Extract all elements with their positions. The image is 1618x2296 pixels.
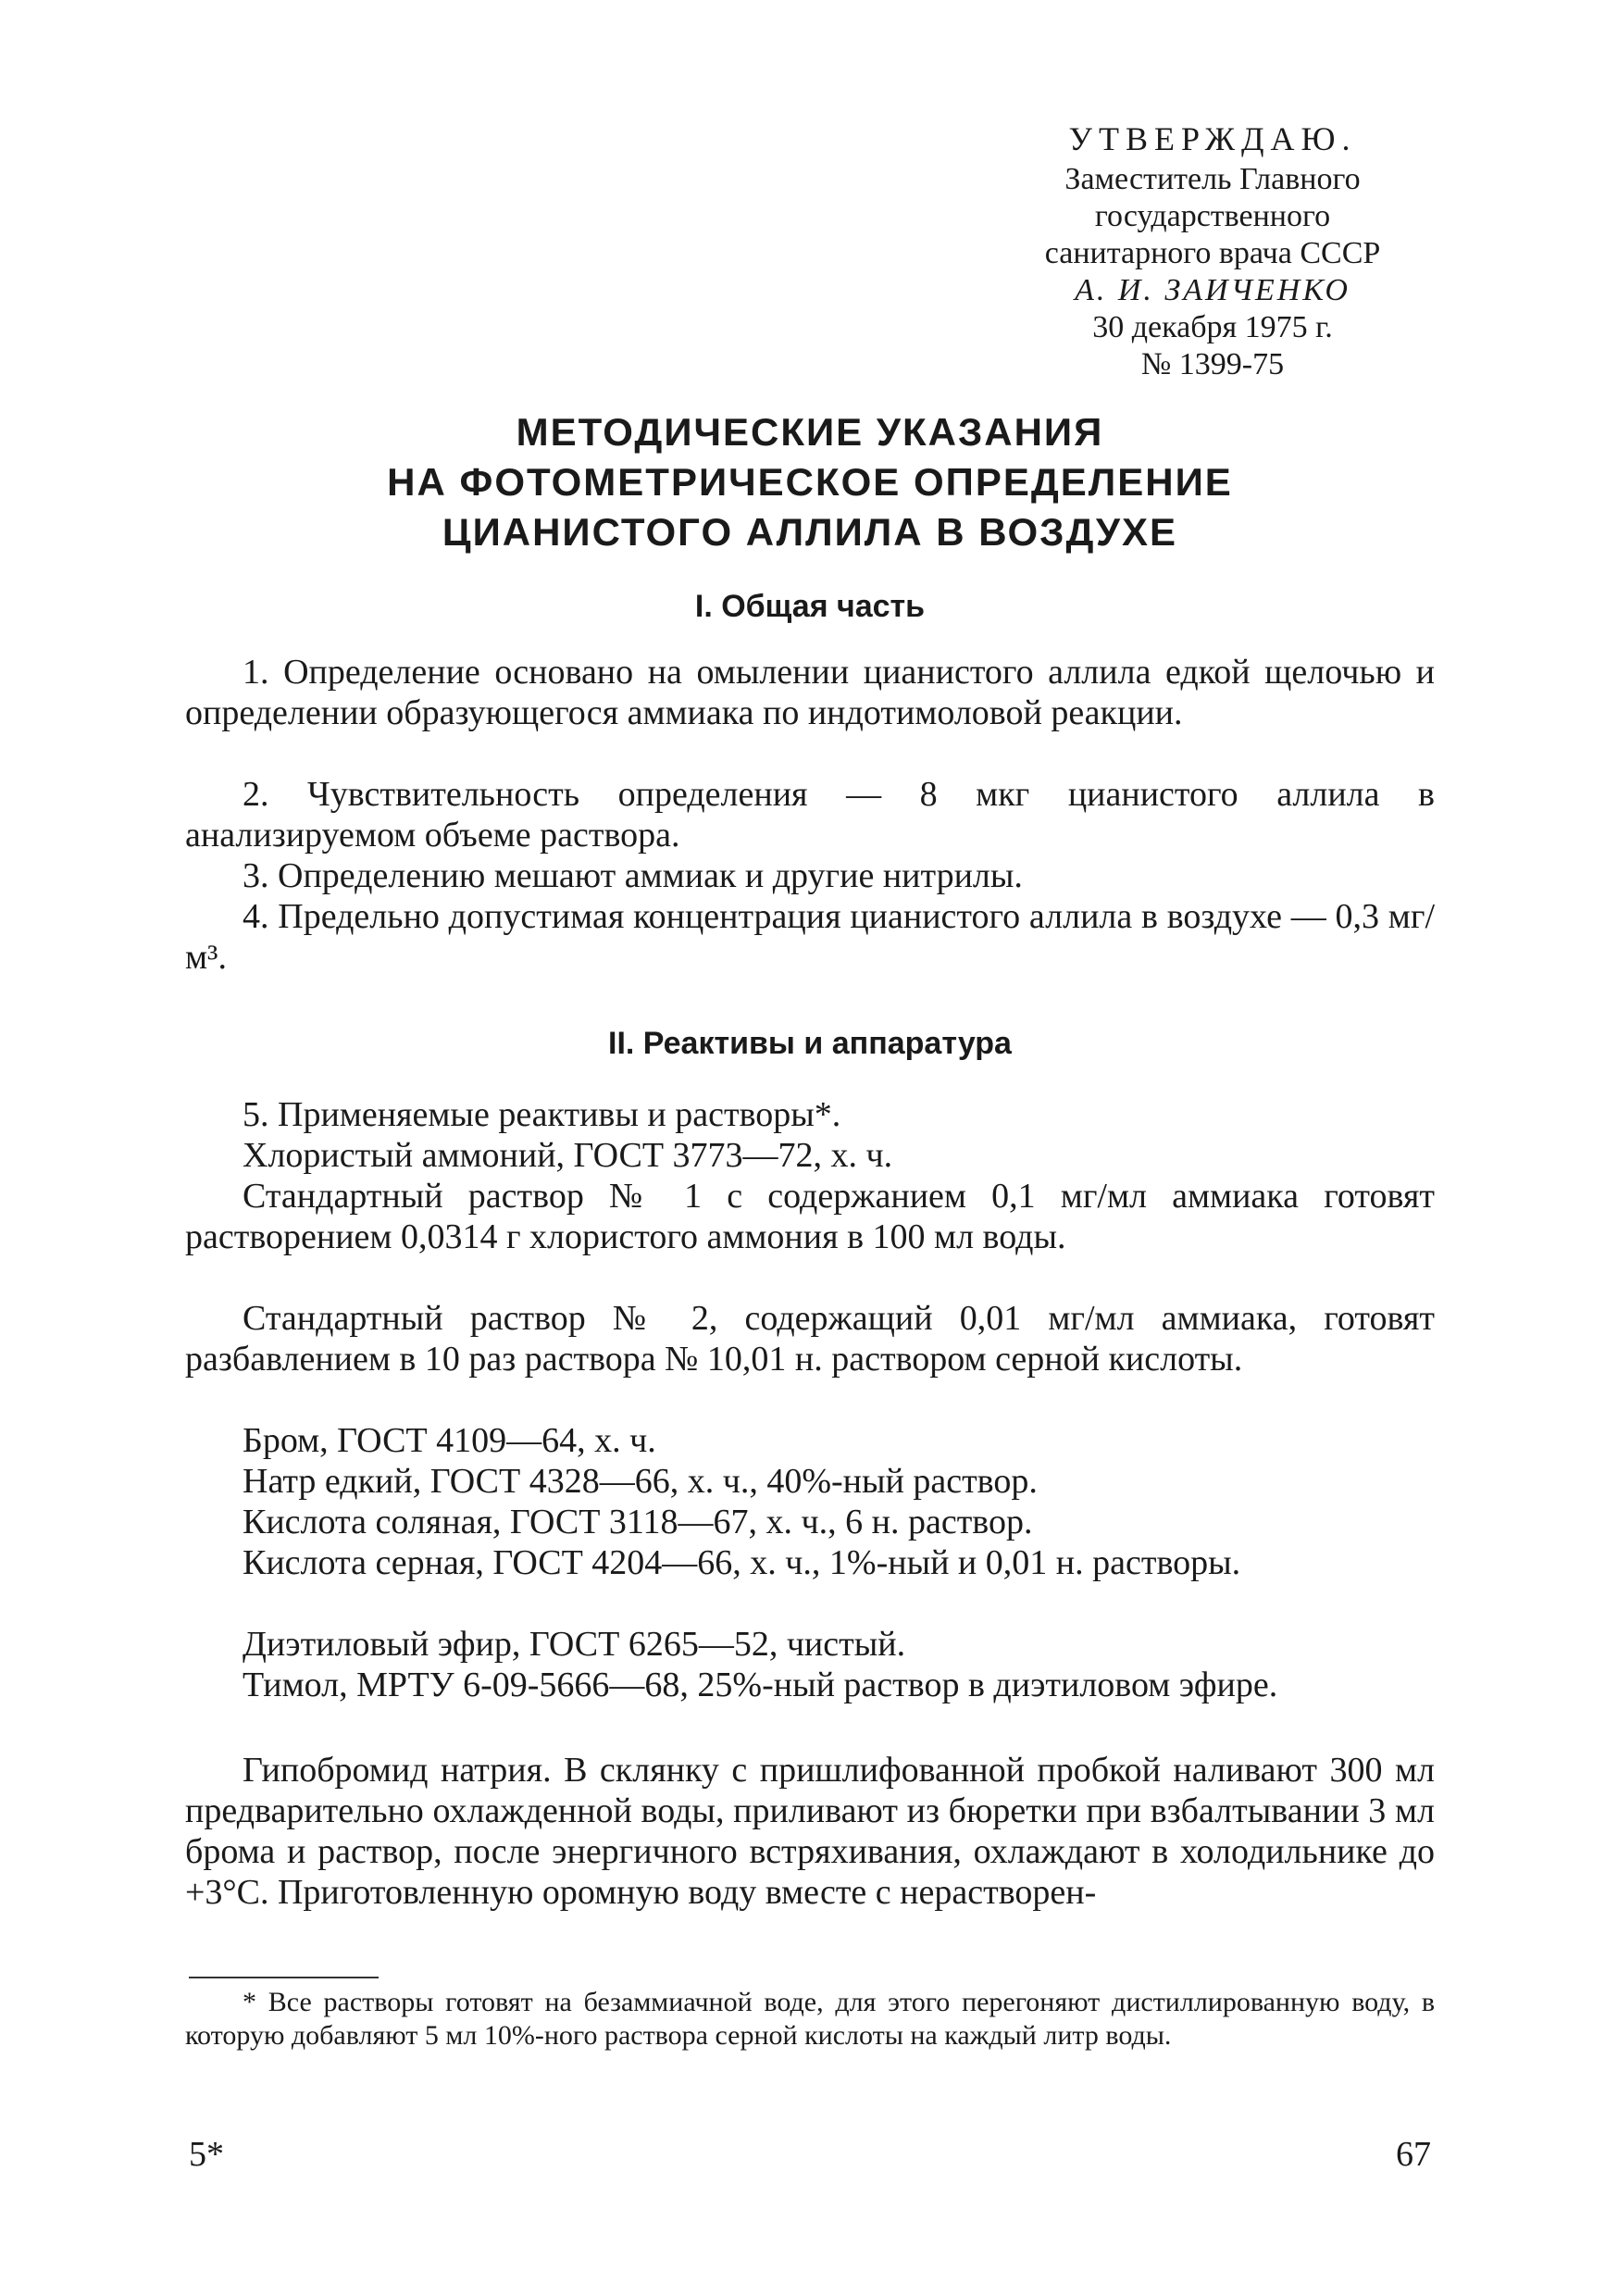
approval-position-line2: государственного bbox=[1094, 199, 1331, 233]
footnote-divider bbox=[189, 1977, 379, 1978]
reagent-sulfuric-acid: Кислота серная, ГОСТ 4204—66, х. ч., 1%-ный и 0,01 н. растворы. bbox=[243, 1543, 1241, 1582]
reagent-ammonium-chloride: Хлористый аммоний, ГОСТ 3773—72, х. ч. bbox=[243, 1136, 893, 1175]
reagent-sodium-hydroxide: Натр едкий, ГОСТ 4328—66, х. ч., 40%-ный раствор. bbox=[243, 1462, 1038, 1501]
reagent-thymol: Тимол, МРТУ 6-09-5666—68, 25%-ный раствор в диэтиловом эфире. bbox=[243, 1666, 1278, 1704]
approval-position-line3: санитарного врача СССР bbox=[1044, 236, 1381, 270]
reagent-diethyl-ether: Диэтиловый эфир, ГОСТ 6265—52, чистый. bbox=[243, 1625, 906, 1664]
reagent-bromine: Бром, ГОСТ 4109—64, х. ч. bbox=[243, 1421, 656, 1460]
approval-block bbox=[963, 120, 1462, 383]
paragraph-2: 2. Чувствительность определения — 8 мкг цианистого аллила в анализируемом объеме раствора. bbox=[185, 775, 1435, 855]
signature-mark: 5* bbox=[189, 2135, 224, 2174]
approval-name: А. И. ЗАИЧЕНКО bbox=[1075, 273, 1350, 307]
approval-position-line1: Заместитель Главного bbox=[1064, 162, 1361, 196]
title-line-2: НА ФОТОМЕТРИЧЕСКОЕ ОПРЕДЕЛЕНИЕ bbox=[387, 460, 1233, 504]
standard-solution-2: Стандартный раствор № 2, содержащий 0,01 мг/мл аммиака, готовят разбавлением в 10 раз раствора № 10,01 н. раствором серной кислоты. bbox=[185, 1299, 1435, 1379]
paragraph-4: 4. Предельно допустимая концентрация цианистого аллила в воздухе — 0,3 мг/м³. bbox=[185, 897, 1435, 977]
footnote: * Все растворы готовят на безаммиачной воде, для этого перегоняют дистиллированную воду, в которую добавляют 5 мл 10%-ного раствора серной кислоты на каждый литр воды. bbox=[185, 1987, 1435, 2051]
reagent-hydrochloric-acid: Кислота соляная, ГОСТ 3118—67, х. ч., 6 н. раствор. bbox=[243, 1503, 1033, 1541]
sodium-hypobromide-paragraph: Гипобромид натрия. В склянку с пришлифованной пробкой наливают 300 мл предварительно охлажденной воды, приливают из бюретки при взбалтывании 3 мл брома и раствор, после энергичного встряхивания, охлаждают в холодильнике до +3°C. Приготовленную оромную воду вместе с нерастворен- bbox=[185, 1751, 1435, 1912]
title-line-3: ЦИАНИСТОГО АЛЛИЛА В ВОЗДУХЕ bbox=[442, 510, 1178, 554]
standard-solution-1: Стандартный раствор № 1 с содержанием 0,1 мг/мл аммиака готовят растворением 0,0314 г хлористого аммония в 100 мл воды. bbox=[185, 1177, 1435, 1256]
paragraph-3: 3. Определению мешают аммиак и другие нитрилы. bbox=[243, 856, 1023, 895]
page-number: 67 bbox=[1396, 2135, 1431, 2174]
section-heading-reagents: II. Реактивы и аппаратура bbox=[608, 1026, 1012, 1061]
approval-number: № 1399-75 bbox=[1140, 347, 1285, 381]
section-heading-general: I. Общая часть bbox=[694, 589, 926, 624]
approval-heading: УТВЕРЖДАЮ. bbox=[1068, 120, 1357, 157]
paragraph-1: 1. Определение основано на омылении цианистого аллила едкой щелочью и определении образующегося аммиака по индотимоловой реакции. bbox=[185, 653, 1435, 732]
title-line-1: МЕТОДИЧЕСКИЕ УКАЗАНИЯ bbox=[516, 410, 1104, 454]
paragraph-5: 5. Применяемые реактивы и растворы*. bbox=[243, 1095, 841, 1134]
approval-date: 30 декабря 1975 г. bbox=[1092, 310, 1333, 344]
document-title bbox=[222, 407, 1398, 557]
